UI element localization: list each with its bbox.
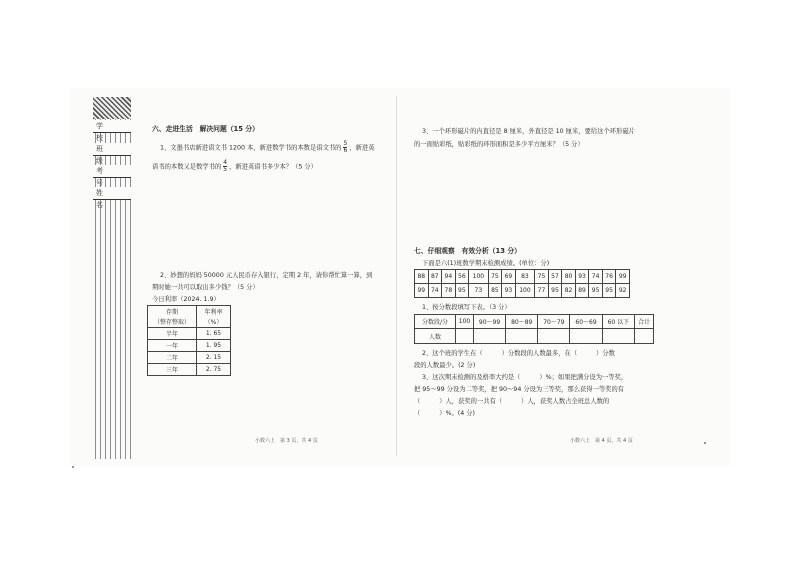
score-cell: 93 [575,270,589,284]
rate-subheader-term: （整存整取） [148,317,197,328]
score-cell: 74 [428,284,442,298]
rate-value: 1. 65 [197,328,231,340]
q1-line1-pre: 1、文墨书店新进语文书 1200 本，新进数学书的本数是语文书的 [160,144,342,152]
score-cell: 57 [548,270,562,284]
grade-header-cell: 70～79 [538,315,570,329]
q1-line2 [152,160,317,173]
grade-blank-cell[interactable] [602,329,635,344]
q3-line2: 的一面贴彩纸，贴彩纸的环形面积是多少平方厘米？（5 分） [414,141,584,148]
grade-blank-cell[interactable] [506,329,538,344]
section7-intro: 下面是六(1)班数学期末检测成绩。(单位：分) [422,260,550,267]
rate-term: 三年 [148,364,197,376]
fraction-numerator: 5 [343,140,348,147]
section7-q3-line1: 3、这次期末检测的及格率大约是（ ）%；如果把满分设为一等奖， [422,374,628,381]
grade-header-cell: 60～69 [570,315,602,329]
page-fold-line [396,96,397,456]
rate-value: 2. 15 [197,352,231,364]
score-cell: 75 [488,270,502,284]
page4-footer: 小数六上 第 4 页，共 4 页 [570,438,633,444]
rate-term: 二年 [148,352,197,364]
score-cell: 78 [442,284,456,298]
grade-row-label: 人数 [415,329,456,344]
section7-q3-line3: （ ）人，获奖的一共有（ ）人，获奖人数占全班总人数的 [414,398,610,405]
page3-footer: 小数六上 第 3 页，共 4 页 [255,438,318,444]
q1-line1 [160,141,374,154]
scores-table [414,269,630,298]
q2-line2: 期时她一共可以取出多少钱？（5 分） [152,284,259,291]
fraction-4-5 [223,160,227,173]
grade-header-cell: 分数段/分 [415,315,456,329]
grade-header-cell: 合计 [635,315,654,329]
grade-count-row [415,329,654,344]
score-cell: 92 [616,284,630,298]
score-cell: 69 [502,270,516,284]
q1-line2-post: ，新进英语书多少本？（5 分） [229,163,317,171]
name-field[interactable]: 姓 名 [93,187,131,200]
grade-blank-cell[interactable] [473,329,505,344]
rate-term: 一年 [148,340,197,352]
q3-line1: 3、一个环形磁片的内直径是 8 厘米，外直径是 10 厘米，要给这个环形磁片 [422,128,635,135]
grade-header-cell: 100 [456,315,474,329]
score-cell: 99 [616,270,630,284]
rate-subheader-rate: （%） [197,317,231,328]
grade-header-cell: 60 以下 [602,315,635,329]
score-cell: 56 [455,270,469,284]
score-cell: 83 [515,270,535,284]
rate-header-rate: 年利率 [197,306,231,317]
grade-header-row [415,315,654,329]
score-cell: 95 [548,284,562,298]
grade-blank-cell[interactable] [456,329,474,344]
score-cell: 85 [488,284,502,298]
interest-rate-table [147,305,231,376]
rate-value: 2. 75 [197,364,231,376]
grade-header-cell: 80～89 [506,315,538,329]
grade-header-cell: 90～99 [473,315,505,329]
fraction-denominator: 5 [223,166,228,173]
section7-q3-line4: （ ）%。(4 分) [414,410,475,417]
school-field[interactable]: 学 校 [93,120,131,133]
class-field[interactable]: 班 级 [93,143,131,156]
section6-title: 六、走进生活 解决问题（15 分） [152,125,259,133]
score-cell: 88 [415,270,429,284]
rate-caption: 今日利率（2024. 1.9） [152,296,220,303]
grade-blank-cell[interactable] [635,329,654,344]
score-cell: 76 [602,270,616,284]
score-cell: 77 [535,284,549,298]
scan-speck [72,466,74,468]
rate-value: 1. 95 [197,340,231,352]
score-cell: 80 [562,270,576,284]
section7-q2-line2: 段的人数最少。(2 分) [414,362,476,369]
exam-number-field[interactable]: 考 号 [93,165,131,178]
score-cell: 99 [415,284,429,298]
section7-title: 七、仔细观察 有效分析（13 分） [414,247,521,255]
fraction-5-6 [343,141,347,154]
fraction-denominator: 6 [343,147,348,154]
score-cell: 89 [575,284,589,298]
section7-q1: 1、按分数段填写下表。（3 分） [422,304,511,311]
q2-line1: 2、妙想的妈妈 50000 元人民币存入银行，定期 2 年，请你帮忙算一算，到 [160,272,373,279]
grade-distribution-table [414,314,654,344]
score-cell: 95 [602,284,616,298]
score-cell: 94 [442,270,456,284]
q1-line2-pre: 语书的本数又是数学书的 [152,163,222,171]
q1-line1-post: ，新进英 [349,144,375,152]
score-cell: 95 [455,284,469,298]
scores-row-2 [415,284,630,298]
fraction-numerator: 4 [223,159,228,166]
score-cell: 75 [535,270,549,284]
score-cell: 93 [502,284,516,298]
binding-header-pattern [93,97,131,119]
scan-speck [704,442,706,444]
section7-q2-line1: 2、这个班的学生在（ ）分数段的人数最多，在（ ）分数 [422,350,615,357]
score-cell: 87 [428,270,442,284]
score-cell: 73 [469,284,489,298]
rate-header-term: 存期 [148,306,197,317]
score-cell: 95 [589,284,603,298]
section7-q3-line2: 把 95～99 分设为二等奖，把 90～94 分设为三等奖，那么获得一等奖的有 [414,386,625,393]
score-cell: 100 [469,270,489,284]
score-cell: 82 [562,284,576,298]
score-cell: 74 [589,270,603,284]
scores-row-1 [415,270,630,284]
rate-term: 半年 [148,328,197,340]
grade-blank-cell[interactable] [538,329,570,344]
grade-blank-cell[interactable] [570,329,602,344]
score-cell: 100 [515,284,535,298]
